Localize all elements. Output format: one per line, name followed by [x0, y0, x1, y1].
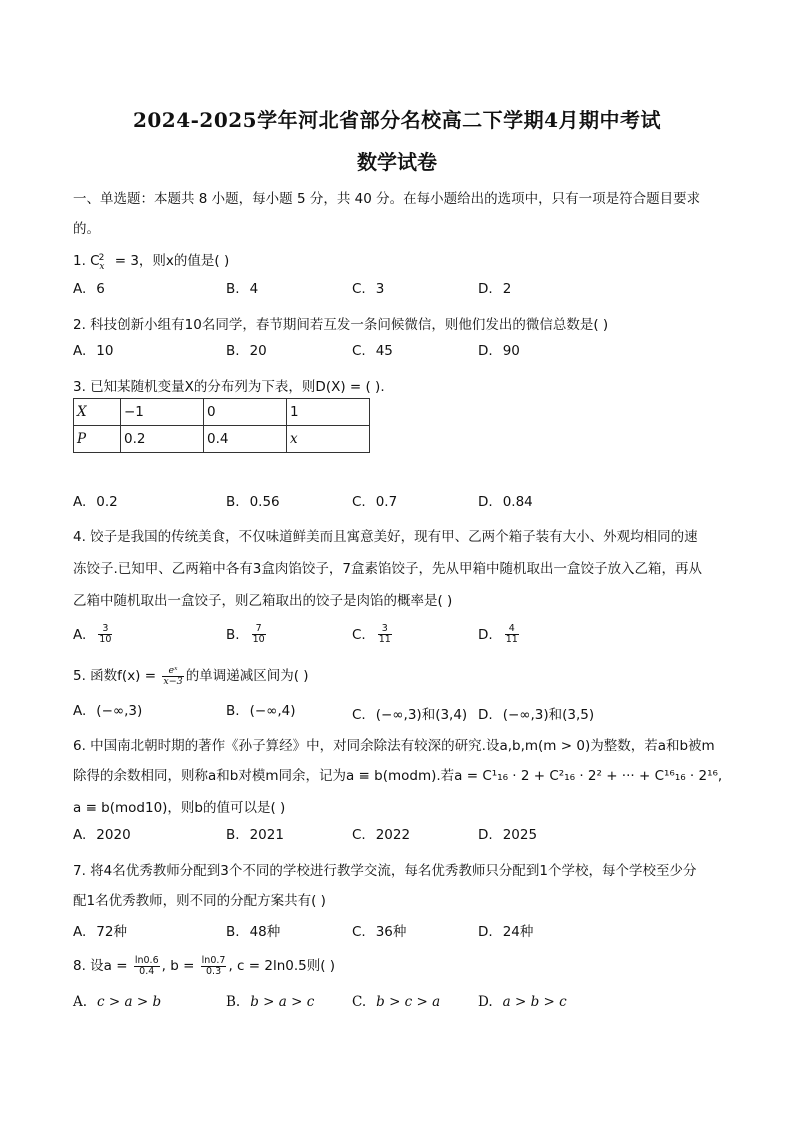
question-6-stem-cont: 除得的余数相同，则称a和b对模m同余，记为a ≡ b(modm).若a = C¹₁₆ · 2 + C²₁₆ · 2² + ··· + C¹⁶₁₆ · 2¹⁶, — [73, 768, 723, 784]
question-7-stem: 7. 将4名优秀教师分配到3个不同的学校进行教学交流，每名优秀教师只分配到1个学校，每个学校至少分 — [73, 863, 697, 879]
option-a[interactable]: A. $\frac{3}{10}$ — [73, 623, 112, 645]
option-d[interactable]: D. a > b > c — [478, 994, 567, 1010]
question-1-stem: 1. $C^2_x = 3$，则x的值是( ) — [73, 252, 230, 272]
table-cell: P — [74, 426, 121, 453]
option-c[interactable]: C. 36种 — [352, 924, 407, 940]
question-7-stem-cont: 配1名优秀教师，则不同的分配方案共有( ) — [73, 893, 326, 909]
table-cell: 0.4 — [204, 426, 287, 453]
option-d[interactable]: D. 24种 — [478, 924, 534, 940]
question-2-stem: 2. 科技创新小组有10名同学，春节期间若互发一条问候微信，则他们发出的微信总数是( ) — [73, 317, 609, 333]
question-7-options — [73, 920, 753, 940]
option-b[interactable]: B. 2021 — [226, 827, 284, 843]
option-a[interactable]: A. 6 — [73, 281, 105, 297]
option-b[interactable]: B. b > a > c — [226, 994, 315, 1010]
question-4-stem: 4. 饺子是我国的传统美食，不仅味道鲜美而且寓意美好，现有甲、乙两个箱子装有大小、外观均相同的速 — [73, 529, 698, 545]
option-d[interactable]: D. 90 — [478, 343, 520, 359]
option-a[interactable]: A. 2020 — [73, 827, 131, 843]
table-cell: x — [287, 426, 370, 453]
table-cell: 1 — [287, 399, 370, 426]
option-b[interactable]: B. 48种 — [226, 924, 281, 940]
option-a[interactable]: A. 0.2 — [73, 494, 118, 510]
table-row — [74, 399, 370, 426]
option-a[interactable]: A. c > a > b — [73, 994, 162, 1010]
section-intro-cont: 的。 — [73, 221, 100, 237]
option-b[interactable]: B. $\frac{7}{10}$ — [226, 623, 265, 645]
option-d[interactable]: D. 2 — [478, 281, 512, 297]
option-c[interactable]: C. b > c > a — [352, 994, 441, 1010]
exam-subtitle: 数学试卷 — [357, 150, 437, 174]
table-cell: 0.2 — [121, 426, 204, 453]
option-a[interactable]: A. (−∞,3) — [73, 703, 143, 719]
option-b[interactable]: B. 0.56 — [226, 494, 280, 510]
option-d[interactable]: D. 2025 — [478, 827, 538, 843]
question-3-stem: 3. 已知某随机变量X的分布列为下表，则D(X) = ( ). — [73, 379, 385, 395]
section-intro: 一、单选题：本题共 8 小题，每小题 5 分，共 40 分。在每小题给出的选项中，只有一项是符合题目要求 — [73, 191, 701, 207]
option-c[interactable]: C. 0.7 — [352, 494, 398, 510]
option-c[interactable]: C. 3 — [352, 281, 385, 297]
question-6-stem-cont: a ≡ b(mod10)，则b的值可以是( ) — [73, 800, 286, 816]
question-8-options — [73, 994, 753, 1014]
option-c[interactable]: C. $\frac{3}{11}$ — [352, 623, 391, 645]
question-6-stem: 6. 中国南北朝时期的著作《孙子算经》中，对同余除法有较深的研究.设a,b,m(m > 0)为整数，若a和b被m — [73, 738, 715, 754]
question-5-options — [73, 703, 753, 723]
table-cell: −1 — [121, 399, 204, 426]
table-row — [74, 426, 370, 453]
option-c[interactable]: C. 45 — [352, 343, 393, 359]
question-4-stem-cont: 冻饺子.已知甲、乙两箱中各有3盒肉馅饺子，7盒素馅饺子，先从甲箱中随机取出一盒饺子放入乙箱，再从 — [73, 561, 702, 577]
question-5-stem: 5. 函数f(x) = $\frac{\text{eˣ}}{x-3}$ 的单调递减区间为( ) — [73, 664, 309, 687]
option-d[interactable]: D. $\frac{4}{11}$ — [478, 623, 518, 645]
question-8-stem: 8. 设a = $\frac{\ln 0.6}{0.4}$ , b = $\frac{\ln 0.7}{0.3}$ , c = 2ln0.5则( ) — [73, 954, 336, 977]
distribution-table — [73, 398, 370, 453]
option-b[interactable]: B. 4 — [226, 281, 259, 297]
question-2-options — [73, 343, 753, 363]
option-c[interactable]: C. 2022 — [352, 827, 411, 843]
exam-title: 2024-2025学年河北省部分名校高二下学期4月期中考试 — [132, 108, 662, 132]
question-6-options — [73, 827, 753, 847]
question-1-options — [73, 281, 753, 301]
option-a[interactable]: A. 10 — [73, 343, 114, 359]
option-c[interactable]: C. (−∞,3)和(3,4) — [352, 707, 468, 723]
question-4-options — [73, 624, 753, 644]
option-a[interactable]: A. 72种 — [73, 924, 127, 940]
option-d[interactable]: D. (−∞,3)和(3,5) — [478, 707, 595, 723]
option-b[interactable]: B. (−∞,4) — [226, 703, 296, 719]
question-4-stem-cont: 乙箱中随机取出一盒饺子，则乙箱取出的饺子是肉馅的概率是( ) — [73, 593, 453, 609]
table-cell: 0 — [204, 399, 287, 426]
question-3-options — [73, 494, 753, 514]
option-d[interactable]: D. 0.84 — [478, 494, 533, 510]
option-b[interactable]: B. 20 — [226, 343, 267, 359]
table-cell: X — [74, 399, 121, 426]
